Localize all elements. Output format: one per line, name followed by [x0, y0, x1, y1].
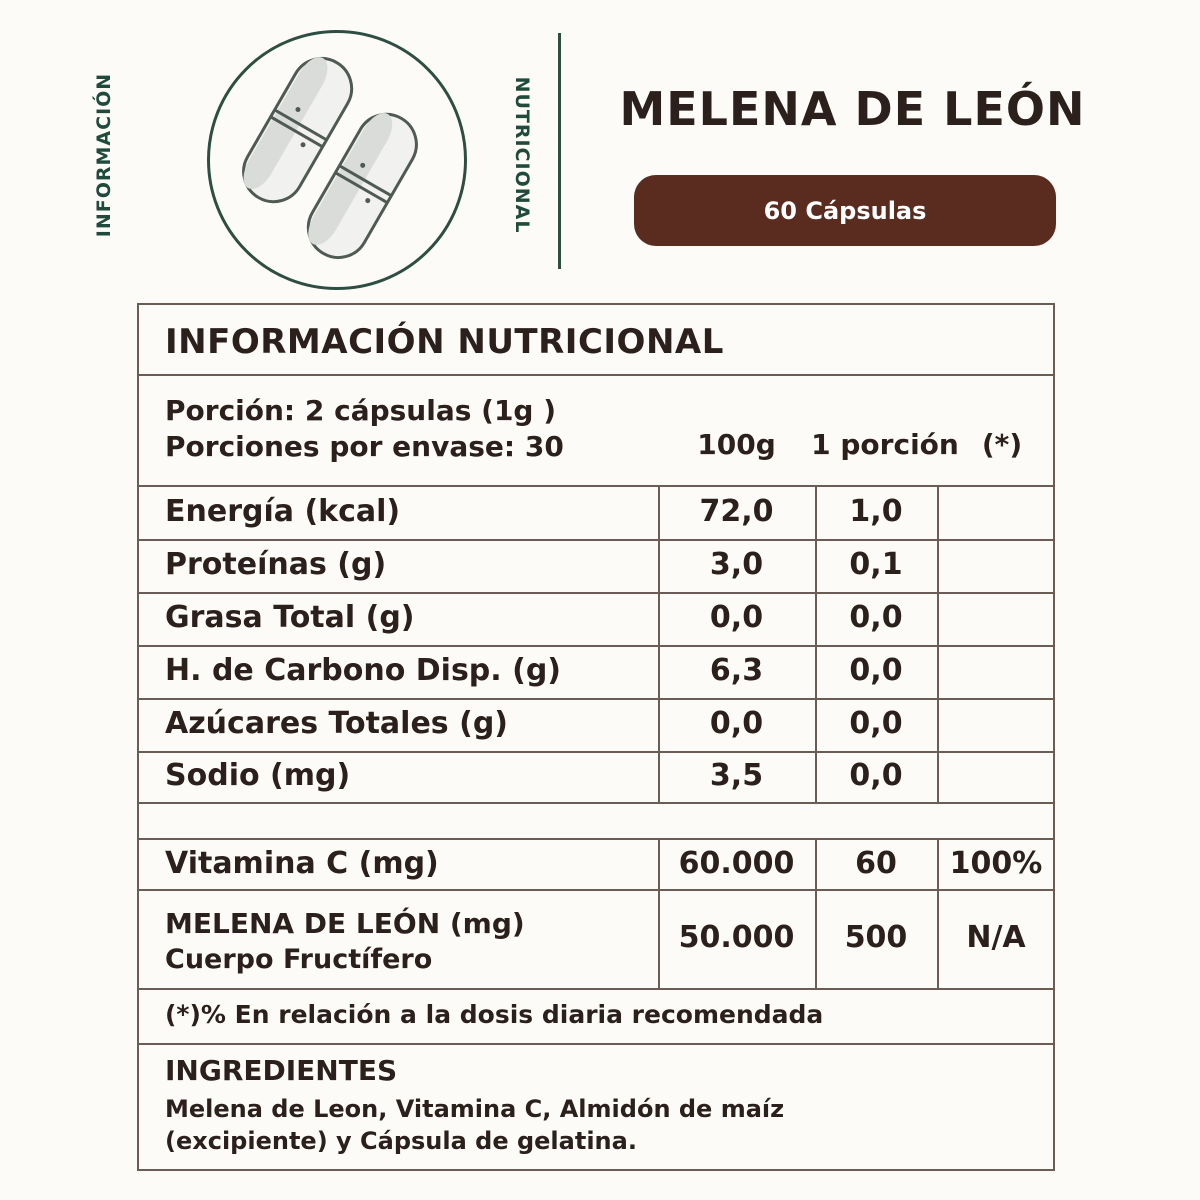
capsules-icon: [207, 30, 467, 290]
capsule-count-badge: [634, 175, 1056, 246]
row-label: Proteínas (g): [165, 547, 387, 582]
vitamin-c-100g: 60.000: [678, 846, 795, 881]
value-100g: 3,0: [709, 547, 764, 582]
product-title: MELENA DE LEÓN: [619, 82, 1086, 136]
table-divider: [137, 838, 1055, 840]
row-label: Sodio (mg): [165, 758, 351, 793]
row-label: Energía (kcal): [165, 494, 401, 529]
value-100g: 6,3: [709, 653, 764, 688]
table-divider: [137, 539, 1055, 541]
melena-sublabel: Cuerpo Fructífero: [165, 944, 433, 975]
table-title: INFORMACIÓN NUTRICIONAL: [165, 322, 724, 362]
servings-per-container: Porciones por envase: 30: [165, 430, 564, 463]
ingredients-line: Melena de Leon, Vitamina C, Almidón de maíz: [165, 1095, 785, 1123]
row-label: H. de Carbono Disp. (g): [165, 653, 562, 688]
table-divider: [137, 889, 1055, 891]
vitamin-c-serving: 60: [855, 846, 897, 881]
vertical-label-right: NUTRICIONAL: [511, 76, 533, 234]
table-divider: [137, 592, 1055, 594]
column-header-serving: 1 porción: [811, 428, 959, 461]
melena-100g: 50.000: [678, 920, 795, 955]
vertical-label-left: INFORMACIÓN: [93, 72, 115, 238]
table-divider: [137, 485, 1055, 487]
column-header-100g: 100g: [697, 428, 776, 461]
serving-size: Porción: 2 cápsulas (1g ): [165, 394, 557, 427]
column-divider: [658, 485, 660, 802]
column-divider: [815, 485, 817, 802]
value-serving: 0,0: [849, 706, 903, 741]
value-100g: 0,0: [709, 600, 764, 635]
row-label: Grasa Total (g): [165, 600, 415, 635]
table-divider: [137, 645, 1055, 647]
melena-label: MELENA DE LEÓN (mg): [165, 907, 525, 940]
value-100g: 0,0: [709, 706, 764, 741]
ingredients-line: (excipiente) y Cápsula de gelatina.: [165, 1127, 637, 1155]
ingredients-title: INGREDIENTES: [165, 1054, 398, 1087]
vitamin-c-percent: 100%: [949, 846, 1043, 881]
value-serving: 0,1: [849, 547, 903, 582]
value-serving: 0,0: [849, 758, 903, 793]
table-divider: [137, 1043, 1055, 1045]
value-100g: 72,0: [699, 494, 774, 529]
capsules-icon-svg: [210, 33, 464, 287]
value-serving: 0,0: [849, 600, 903, 635]
table-divider: [137, 751, 1055, 753]
column-divider: [937, 485, 939, 802]
table-divider: [137, 802, 1055, 804]
table-divider: [137, 374, 1055, 376]
table-divider: [137, 988, 1055, 990]
melena-percent: N/A: [966, 920, 1026, 955]
row-label: Azúcares Totales (g): [165, 706, 509, 741]
header-divider: [558, 33, 561, 269]
value-serving: 0,0: [849, 653, 903, 688]
vitamin-c-label: Vitamina C (mg): [165, 846, 439, 881]
value-100g: 3,5: [709, 758, 764, 793]
melena-serving: 500: [844, 920, 908, 955]
value-serving: 1,0: [849, 494, 903, 529]
column-header-percent: (*): [981, 428, 1023, 461]
badge-label: 60 Cápsulas: [763, 196, 927, 225]
footnote: (*)% En relación a la dosis diaria recomendada: [165, 1000, 824, 1029]
table-divider: [137, 698, 1055, 700]
